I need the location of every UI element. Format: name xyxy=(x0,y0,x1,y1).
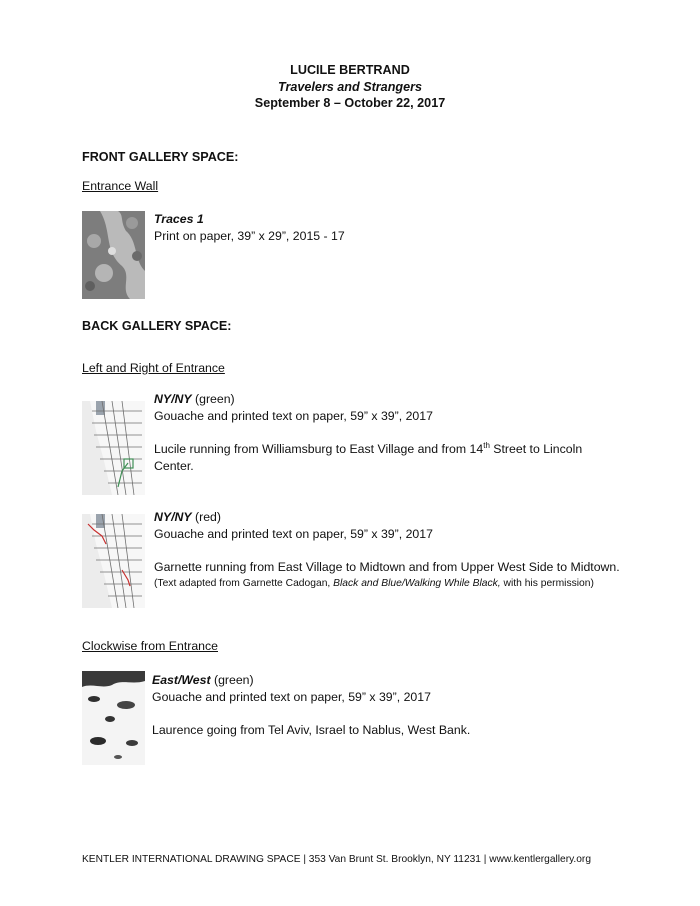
gallery-footer: KENTLER INTERNATIONAL DRAWING SPACE | 353 Van Brunt St. Brooklyn, NY 11231 | www.kentlergallery.org xyxy=(82,854,591,865)
artwork-title: Traces 1 xyxy=(154,212,204,226)
artwork-title: East/West xyxy=(152,673,211,687)
note-text-a: (Text adapted from Garnette Cadogan, xyxy=(154,577,334,589)
nyny-red-entry xyxy=(154,509,624,592)
east-west-entry xyxy=(152,672,622,739)
artwork-title: NY/NY xyxy=(154,392,192,406)
artwork-medium: Print on paper, 39” x 29”, 2015 - 17 xyxy=(154,228,345,243)
artwork-color: (green) xyxy=(191,392,235,406)
exhibition-dates: September 8 – October 22, 2017 xyxy=(254,96,446,110)
traces-thumbnail xyxy=(82,211,145,299)
left-right-subheading: Left and Right of Entrance xyxy=(82,361,225,375)
artwork-medium: Gouache and printed text on paper, 59” x 39”, 2017 xyxy=(152,689,431,704)
note-source-title: Black and Blue/Walking While Black, xyxy=(333,577,501,589)
entrance-wall-subheading: Entrance Wall xyxy=(82,179,159,193)
artwork-description: Garnette running from East Village to Midtown and from Upper West Side to Midtown. xyxy=(154,560,620,574)
note-text-b: with his permission) xyxy=(500,577,594,589)
nyny-red-thumbnail xyxy=(82,514,145,608)
artwork-color: (red) xyxy=(191,510,221,524)
description-text-a: Lucile running from Williamsburg to East Village and from 14 xyxy=(154,442,484,456)
artwork-medium: Gouache and printed text on paper, 59” x 39”, 2017 xyxy=(154,526,433,541)
nyny-green-entry xyxy=(154,391,624,474)
east-west-thumbnail xyxy=(82,671,145,765)
ordinal-suffix: th xyxy=(483,440,490,450)
artwork-title: NY/NY xyxy=(154,510,192,524)
front-gallery-heading: FRONT GALLERY SPACE: xyxy=(82,150,239,164)
artwork-description xyxy=(154,441,624,474)
description-text-b: Street to Lincoln Center. xyxy=(154,442,583,473)
artwork-description: Laurence going from Tel Aviv, Israel to Nablus, West Bank. xyxy=(152,723,471,737)
artwork-color: (green) xyxy=(210,673,254,687)
back-gallery-heading: BACK GALLERY SPACE: xyxy=(82,319,232,333)
exhibition-title: Travelers and Strangers xyxy=(278,80,422,94)
text-credit-note xyxy=(154,576,624,593)
nyny-green-thumbnail xyxy=(82,401,145,495)
clockwise-subheading: Clockwise from Entrance xyxy=(82,639,218,653)
artist-name: LUCILE BERTRAND xyxy=(290,63,410,77)
artwork-medium: Gouache and printed text on paper, 59” x 39”, 2017 xyxy=(154,408,433,423)
traces-entry xyxy=(154,211,624,244)
